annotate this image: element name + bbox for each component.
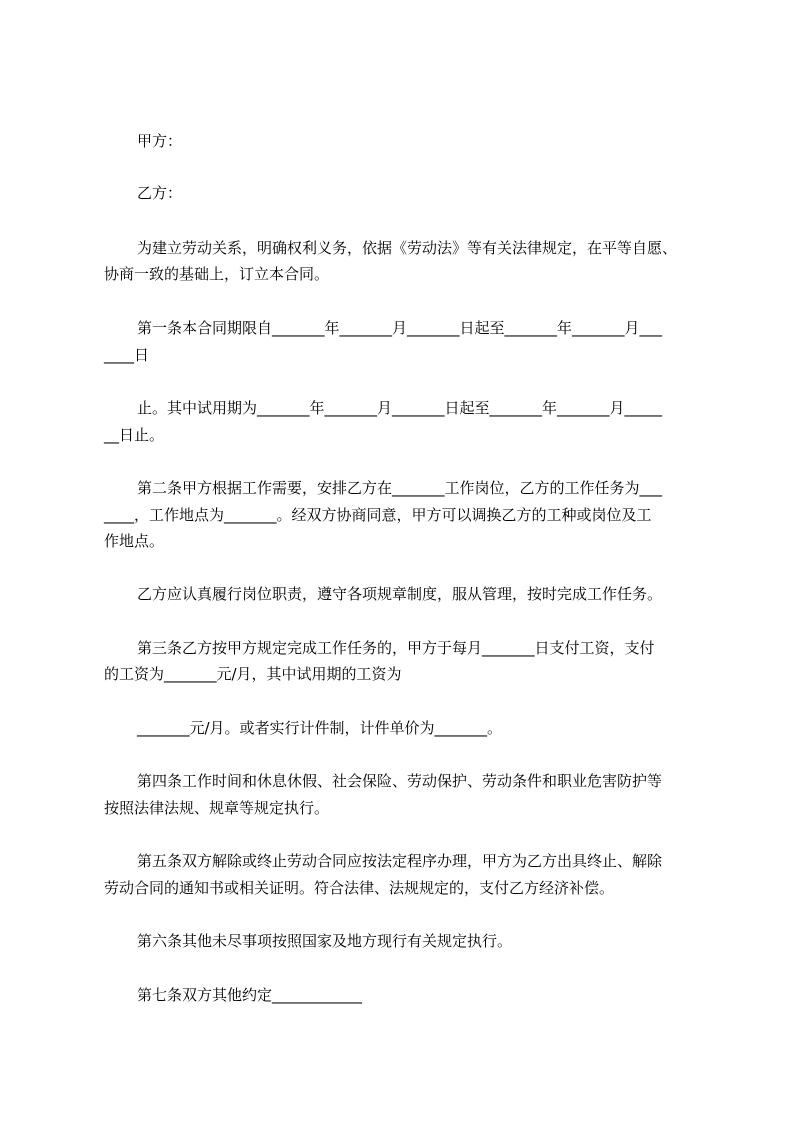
- party-a-label: 甲方：: [137, 132, 183, 150]
- article1-line-1: 第一条本合同期限自_______年_______月_______日起至_______年_______月___: [137, 319, 663, 337]
- article2-line-3: 作地点。: [104, 532, 165, 550]
- article1-cont-line-1: 止。其中试用期为_______年_______月_______日起至_______年_______月_____: [137, 399, 663, 417]
- article3-line-1: 第三条乙方按甲方规定完成工作任务的，甲方于每月_______日支付工资，支付: [137, 639, 655, 657]
- article6-line: 第六条其他未尽事项按照国家及地方现行有关规定执行。: [137, 932, 513, 950]
- article4-line-1: 第四条工作时间和休息休假、社会保险、劳动保护、劳动条件和职业危害防护等: [137, 772, 663, 790]
- article3-line-2: 的工资为_______元/月，其中试用期的工资为: [104, 665, 402, 683]
- article2-line-2: ____，工作地点为_______。经双方协商同意，甲方可以调换乙方的工种或岗位及工: [104, 506, 652, 524]
- article5-line-1: 第五条双方解除或终止劳动合同应按法定程序办理，甲方为乙方出具终止、解除: [137, 852, 663, 870]
- duty-line: 乙方应认真履行岗位职责，遵守各项规章制度，服从管理，按时完成工作任务。: [137, 585, 663, 603]
- article3-cont-line: _______元/月。或者实行计件制，计件单价为_______。: [137, 719, 503, 737]
- article2-line-1: 第二条甲方根据工作需要，安排乙方在_______工作岗位，乙方的工作任务为___: [137, 479, 663, 497]
- article1-line-2: ____日: [104, 346, 150, 364]
- article7-line: 第七条双方其他约定____________: [137, 986, 363, 1004]
- article4-line-2: 按照法律法规、规章等规定执行。: [104, 799, 330, 817]
- article5-line-2: 劳动合同的通知书或相关证明。符合法律、法规规定的，支付乙方经济补偿。: [104, 879, 615, 897]
- article1-cont-line-2: __日止。: [104, 426, 165, 444]
- preamble-line-1: 为建立劳动关系，明确权利义务，依据《劳动法》等有关法律规定，在平等自愿、: [137, 239, 678, 257]
- preamble-line-2: 协商一致的基础上，订立本合同。: [104, 265, 330, 283]
- party-b-label: 乙方：: [137, 184, 183, 202]
